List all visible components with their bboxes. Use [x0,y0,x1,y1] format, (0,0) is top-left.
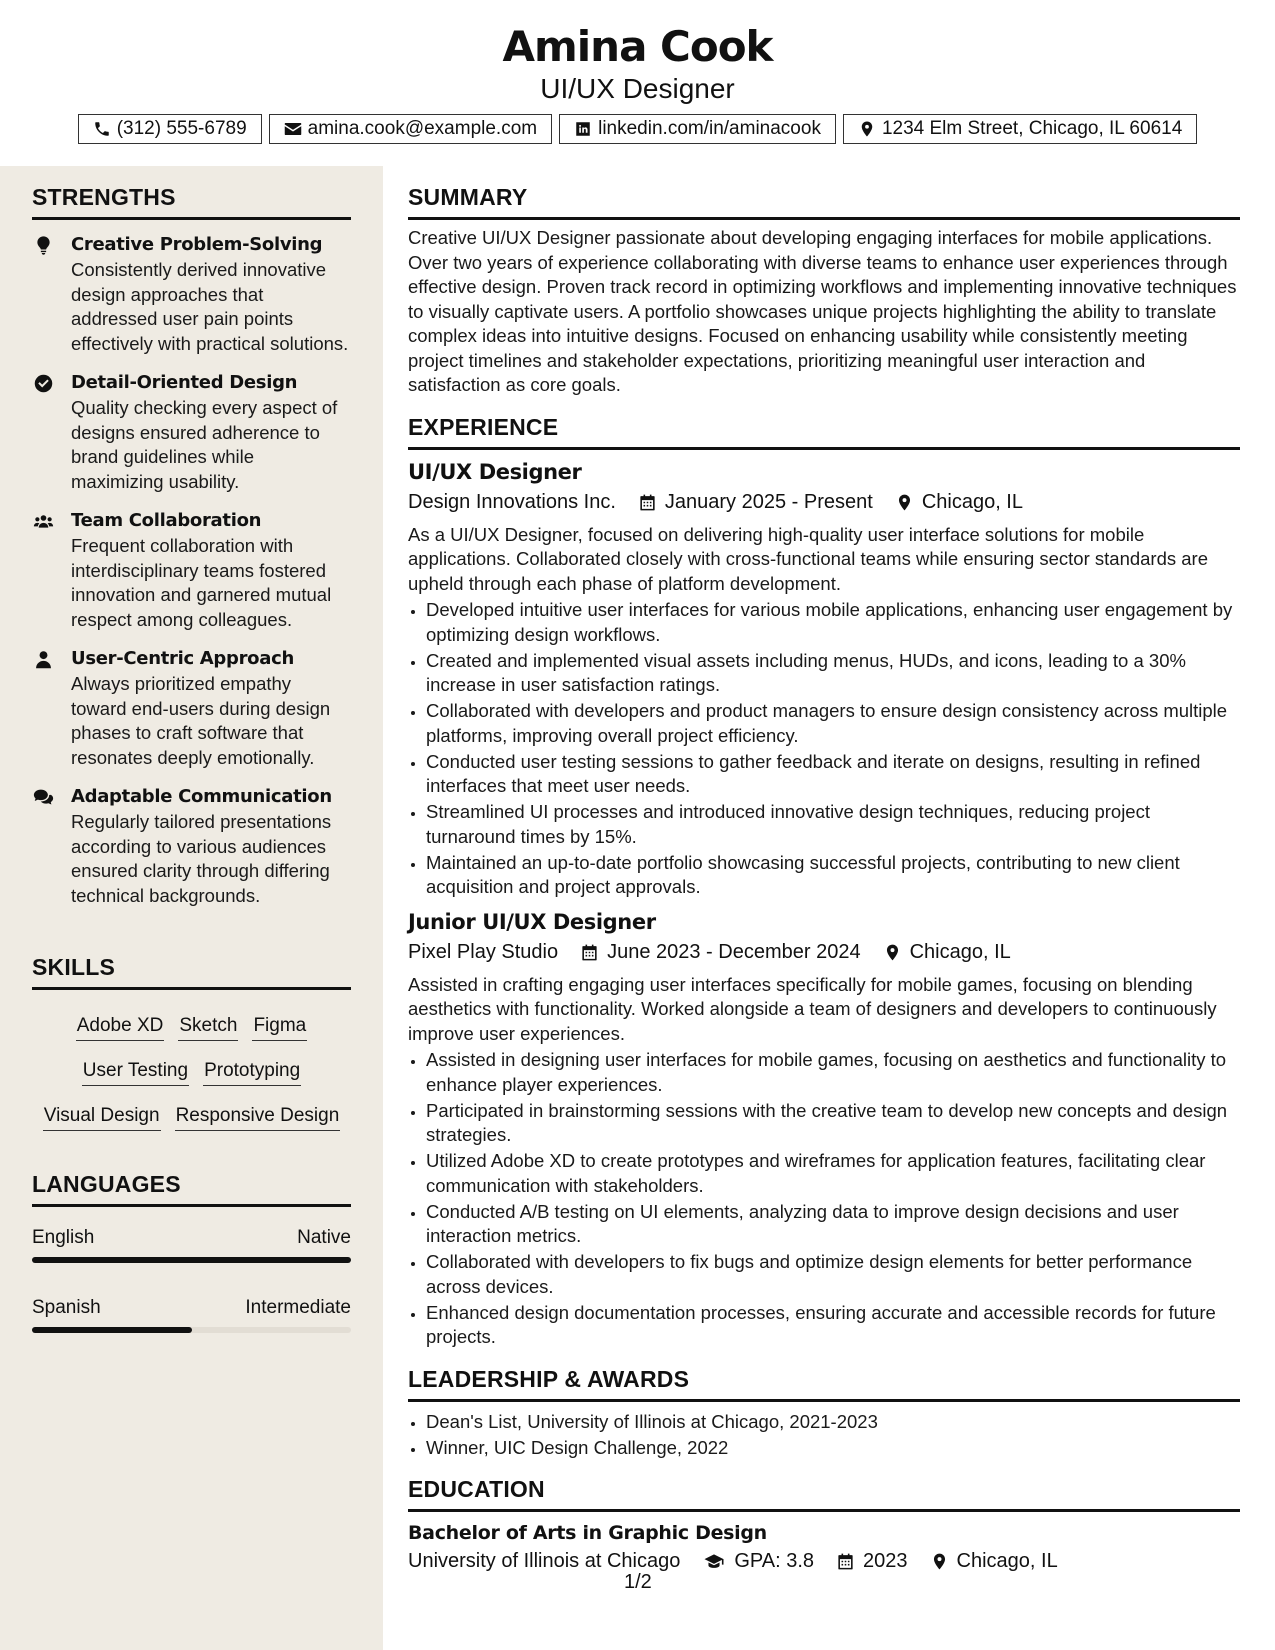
contact-email-text: amina.cook@example.com [307,118,538,139]
job-bullet: • Participated in brainstorming sessions with the creative team to develop new concepts and design strategies. [426,1099,1240,1148]
map-pin-icon [930,1552,949,1571]
degree-title: Bachelor of Arts in Graphic Design [408,1522,767,1544]
gpa: GPA: 3.8 [734,1550,815,1572]
map-pin-icon [858,120,876,138]
education-meta [408,1550,1240,1573]
calendar-icon [638,493,657,512]
job-dates: June 2023 - December 2024 [607,940,861,963]
summary-section [408,184,1240,398]
education-location: Chicago, IL [956,1550,1058,1572]
job-entry [408,910,1240,1350]
contact-address-text: 1234 Elm Street, Chicago, IL 60614 [881,118,1183,139]
graduation-cap-icon [702,1552,726,1571]
job-bullets [408,598,1240,900]
job-bullet: • Utilized Adobe XD to create prototypes and wireframes for application features, facilitating clear communication with stakeholders. [426,1149,1240,1198]
skills-heading: SKILLS [32,954,351,990]
users-icon [32,510,54,532]
lightbulb-icon [32,234,54,256]
phone-icon [93,120,111,138]
contact-email[interactable] [269,114,552,144]
page-number: 1/2 [624,1571,652,1593]
strength-item [32,508,351,632]
job-bullets [408,1048,1240,1350]
map-pin-icon [883,943,902,962]
job-bullet: • Created and implemented visual assets including menus, HUDs, and icons, leading to a 30% increase in user satisfaction ratings. [426,649,1240,698]
graduation-year: 2023 [863,1550,908,1572]
strength-title: Creative Problem-Solving [71,234,323,255]
languages-heading: LANGUAGES [32,1171,351,1207]
job-bullet: • Developed intuitive user interfaces for various mobile applications, enhancing user engagement by optimizing design workflows. [426,598,1240,647]
languages-section [32,1171,351,1333]
experience-section [408,414,1240,1350]
awards-heading: LEADERSHIP & AWARDS [408,1366,1240,1402]
skill-tag: User Testing [82,1059,189,1086]
job-title: UI/UX Designer [408,459,582,484]
summary-text: Creative UI/UX Designer passionate about developing engaging interfaces for mobile applications. Over two years of experience collaborating with diverse teams to enhance user experiences through effective design. Proven track record in optimizing workflows and implementing innovative techniques to visually captivate users. A portfolio showcases unique projects highlighting the ability to translate complex ideas into intuitive designs. Focused on enhancing usability while consistently meeting project timelines and stakeholder expectations, prioritizing meaningful user interaction and satisfaction as core goals. [408,227,1237,395]
job-bullet: • Streamlined UI processes and introduced innovative design techniques, reducing project turnaround times by 15%. [426,800,1240,849]
job-bullet: • Maintained an up-to-date portfolio showcasing successful projects, contributing to new client acquisition and project approvals. [426,851,1240,900]
job-meta [408,491,1240,514]
strength-desc: Consistently derived innovative design approaches that addressed user pain points effectively with practical solutions. [71,259,349,354]
experience-heading: EXPERIENCE [408,414,1240,450]
job-description: Assisted in crafting engaging user interfaces specifically for mobile games, focusing on blending aesthetics with functionality. Worked alongside a team of designers and developers to continuously improve user experiences. [408,973,1217,1044]
envelope-icon [284,120,302,138]
job-entry [408,460,1240,900]
contact-linkedin-text: linkedin.com/in/aminacook [598,118,821,139]
strength-title: Adaptable Communication [71,786,332,807]
skill-tag: Prototyping [203,1059,301,1086]
education-section [408,1476,1240,1573]
candidate-role: UI/UX Designer [540,73,735,104]
awards-section [408,1366,1240,1461]
strength-desc: Frequent collaboration with interdisciplinary teams fostered innovation and garnered mutual respect among colleagues. [71,535,332,630]
strengths-heading: STRENGTHS [32,184,351,220]
contact-phone [78,114,262,144]
school-name: University of Illinois at Chicago [408,1550,681,1572]
calendar-icon [580,943,599,962]
language-level: Native [297,1227,351,1248]
map-pin-icon [895,493,914,512]
strength-title: Team Collaboration [71,510,262,531]
job-dates: January 2025 - Present [664,490,873,513]
skills-list [32,1004,351,1139]
language-bar [32,1257,351,1263]
skills-section [32,954,351,1139]
summary-heading: SUMMARY [408,184,1240,220]
contact-bar [0,114,1275,144]
strength-item [32,784,351,908]
language-item [32,1297,351,1333]
job-meta [408,941,1240,964]
skill-tag: Responsive Design [175,1104,341,1131]
job-company: Pixel Play Studio [408,940,559,963]
skill-tag: Visual Design [43,1104,161,1131]
award-item: • Dean's List, University of Illinois at Chicago, 2021-2023 [426,1410,1240,1435]
calendar-icon [836,1552,855,1571]
awards-list [408,1410,1240,1461]
strengths-section [32,184,351,908]
strength-item [32,232,351,356]
strength-desc: Quality checking every aspect of designs ensured adherence to brand guidelines while maximizing usability. [71,397,338,492]
strength-title: User-Centric Approach [71,648,294,669]
comments-icon [32,786,54,808]
sidebar [0,166,383,1650]
job-bullet: • Enhanced design documentation processes, ensuring accurate and accessible records for future projects. [426,1301,1240,1350]
strength-item [32,646,351,770]
check-circle-icon [32,372,54,394]
job-bullet: • Conducted A/B testing on UI elements, analyzing data to improve design decisions and user interaction metrics. [426,1200,1240,1249]
contact-linkedin[interactable] [559,114,836,144]
language-bar-fill [32,1257,351,1263]
language-name: Spanish [32,1297,101,1318]
resume-header [0,0,1275,166]
job-location: Chicago, IL [909,940,1011,963]
job-bullet: • Collaborated with developers and product managers to ensure design consistency across multiple platforms, improving overall project efficiency. [426,699,1240,748]
skill-tag: Sketch [178,1014,238,1041]
linkedin-icon [574,120,592,138]
strength-desc: Regularly tailored presentations according to various audiences ensured clarity through differing technical backgrounds. [71,811,332,906]
job-title: Junior UI/UX Designer [408,909,656,934]
contact-phone-text: (312) 555-6789 [116,118,247,139]
strength-item [32,370,351,494]
job-bullet: • Conducted user testing sessions to gather feedback and iterate on designs, resulting in refined interfaces that meet user needs. [426,750,1240,799]
job-description: As a UI/UX Designer, focused on delivering high-quality user interface solutions for mobile applications. Collaborated closely with cross-functional teams while ensuring sector standards are upheld through each phase of platform development. [408,523,1209,594]
contact-address [843,114,1197,144]
candidate-name: Amina Cook [502,22,773,71]
strength-title: Detail-Oriented Design [71,372,298,393]
user-icon [32,648,54,670]
strength-desc: Always prioritized empathy toward end-users during design phases to craft software that resonates deeply emotionally. [71,673,331,768]
language-name: English [32,1227,95,1248]
language-item [32,1227,351,1263]
award-item: • Winner, UIC Design Challenge, 2022 [426,1436,1240,1461]
language-level: Intermediate [245,1297,351,1318]
skill-tag: Adobe XD [76,1014,165,1041]
language-bar-fill [32,1327,192,1333]
main-content [408,166,1240,1573]
skill-tag: Figma [252,1014,307,1041]
job-bullet: • Collaborated with developers to fix bugs and optimize design elements for better performance across devices. [426,1250,1240,1299]
language-bar [32,1327,351,1333]
education-heading: EDUCATION [408,1476,1240,1512]
job-company: Design Innovations Inc. [408,490,616,513]
job-bullet: • Assisted in designing user interfaces for mobile games, focusing on aesthetics and functionality to enhance player experiences. [426,1048,1240,1097]
job-location: Chicago, IL [921,490,1023,513]
